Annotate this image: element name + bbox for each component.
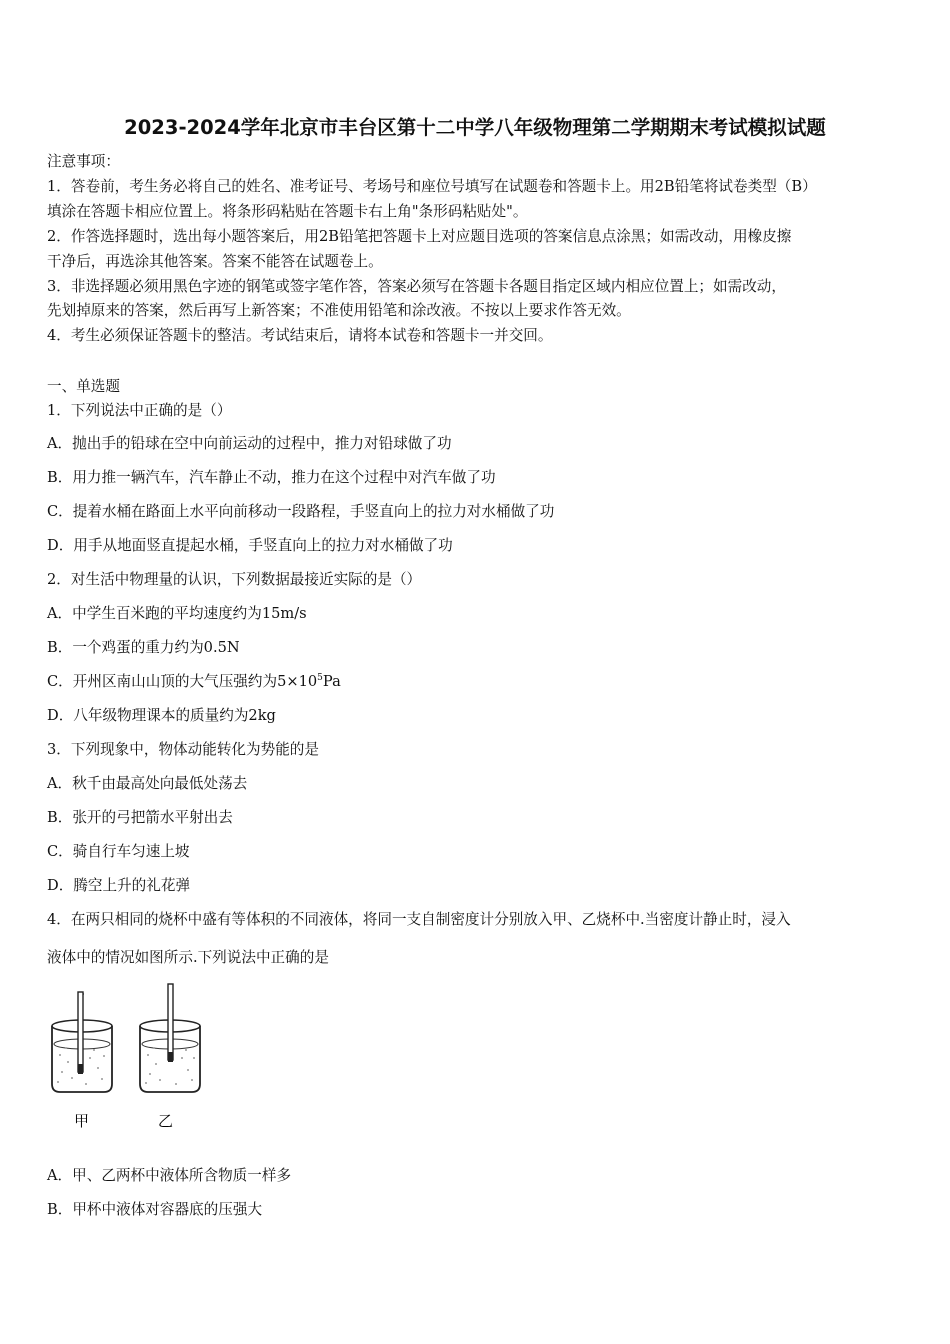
notice-line: 3．非选择题必须用黑色字迹的钢笔或签字笔作答，答案必须写在答题卡各题目指定区域内相应位置上；如需改动， <box>47 278 786 295</box>
notice-line: 2．作答选择题时，选出每小题答案后，用2B铅笔把答题卡上对应题目选项的答案信息点涂黑；如需改动，用橡皮擦 <box>47 228 792 245</box>
q2-option-c-exponent: 5 <box>317 673 323 684</box>
beaker-figure <box>40 980 240 1139</box>
section-heading: 一、单选题 <box>47 378 120 395</box>
label-yi: 乙 <box>158 1112 174 1130</box>
q2-option-d: D．八年级物理课本的质量约为2kg <box>47 707 276 724</box>
q4-option-a: A．甲、乙两杯中液体所含物质一样多 <box>47 1167 292 1184</box>
page-title: 2023-2024学年北京市丰台区第十二中学八年级物理第二学期期末考试模拟试题 <box>124 116 826 139</box>
q3-stem: 3．下列现象中，物体动能转化为势能的是 <box>47 741 319 758</box>
notice-line: 填涂在答题卡相应位置上。将条形码粘贴在答题卡右上角"条形码粘贴处"。 <box>47 203 528 220</box>
q2-option-b: B．一个鸡蛋的重力约为0.5N <box>47 639 240 656</box>
notice-line: 先划掉原来的答案，然后再写上新答案；不准使用铅笔和涂改液。不按以上要求作答无效。 <box>47 302 631 319</box>
q1-option-d: D．用手从地面竖直提起水桶，手竖直向上的拉力对水桶做了功 <box>47 537 453 554</box>
q1-option-a: A．抛出手的铅球在空中向前运动的过程中，推力对铅球做了功 <box>47 435 452 452</box>
beaker-yi <box>140 984 200 1092</box>
beakers-illustration <box>40 980 240 1135</box>
notice-heading: 注意事项： <box>47 153 120 170</box>
q2-option-c-text: C．开州区南山山顶的大气压强约为5×10 <box>47 673 318 690</box>
q4-stem-line1: 4．在两只相同的烧杯中盛有等体积的不同液体，将同一支自制密度计分别放入甲、乙烧杯中.当密度计静止时，浸入 <box>47 911 791 928</box>
q1-stem: 1．下列说法中正确的是（） <box>47 402 232 419</box>
q2-option-c <box>47 672 341 692</box>
q3-option-b: B．张开的弓把箭水平射出去 <box>47 809 233 826</box>
q3-option-c: C．骑自行车匀速上坡 <box>47 843 190 860</box>
q3-option-a: A．秋千由最高处向最低处荡去 <box>47 775 248 792</box>
q3-option-d: D．腾空上升的礼花弹 <box>47 877 191 894</box>
q2-option-a: A．中学生百米跑的平均速度约为15m/s <box>47 605 307 622</box>
notice-line: 4．考生必须保证答题卡的整洁。考试结束后，请将本试卷和答题卡一并交回。 <box>47 327 553 344</box>
q2-option-c-unit: Pa <box>322 673 341 690</box>
notice-line: 干净后，再选涂其他答案。答案不能答在试题卷上。 <box>47 253 383 270</box>
notice-line: 1．答卷前，考生务必将自己的姓名、准考证号、考场号和座位号填写在试题卷和答题卡上。用2B铅笔将试卷类型（B） <box>47 178 817 195</box>
q4-stem-line2: 液体中的情况如图所示.下列说法中正确的是 <box>47 949 329 966</box>
q4-option-b: B．甲杯中液体对容器底的压强大 <box>47 1201 263 1218</box>
q1-option-b: B．用力推一辆汽车，汽车静止不动，推力在这个过程中对汽车做了功 <box>47 469 496 486</box>
q2-stem: 2．对生活中物理量的认识，下列数据最接近实际的是（） <box>47 571 422 588</box>
label-jia: 甲 <box>74 1112 90 1130</box>
beaker-jia <box>52 992 112 1092</box>
q1-option-c: C．提着水桶在路面上水平向前移动一段路程，手竖直向上的拉力对水桶做了功 <box>47 503 555 520</box>
